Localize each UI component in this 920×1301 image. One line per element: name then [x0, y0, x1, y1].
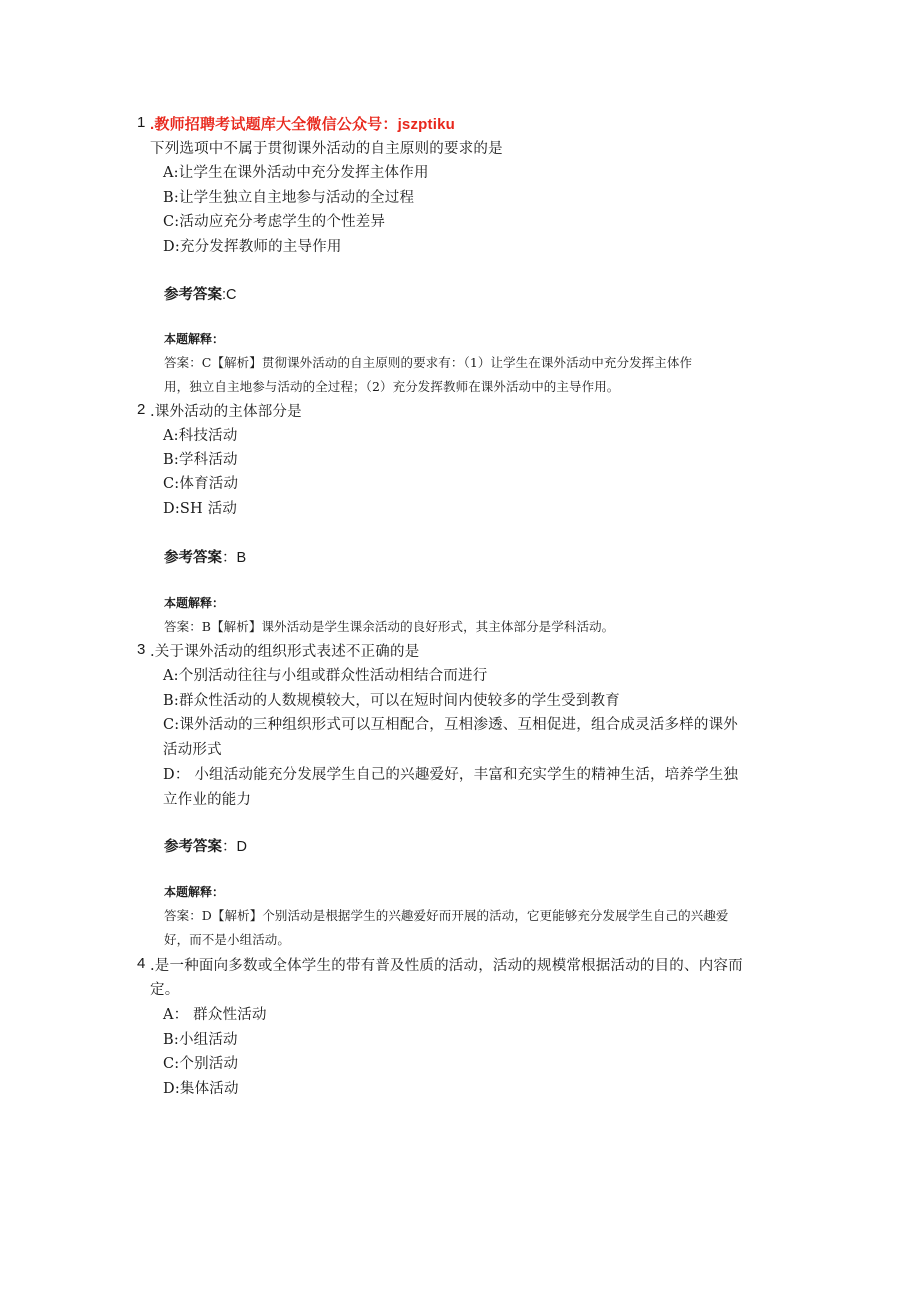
- explanation-line: 用，独立自主地参与活动的全过程；（2）充分发挥教师在课外活动中的主导作用。: [164, 379, 620, 394]
- answer-label: 参考答案: [164, 287, 222, 303]
- option-d: D： 小组活动能充分发展学生自己的兴趣爱好，丰富和充实学生的精神生活，培养学生独: [163, 767, 739, 783]
- option-d-continued: 立作业的能力: [163, 792, 252, 808]
- answer-value: ：B: [222, 550, 247, 566]
- option-d: D:集体活动: [163, 1081, 239, 1097]
- answer-label: 参考答案: [164, 550, 222, 566]
- option-b: B:小组活动: [163, 1032, 238, 1048]
- option-c-continued: 活动形式: [163, 742, 222, 758]
- reference-answer: [164, 835, 247, 856]
- question-stem: .是一种面向多数或全体学生的带有普及性质的活动，活动的规模常根据活动的目的、内容而: [150, 958, 743, 974]
- option-c: C:课外活动的三种组织形式可以互相配合，互相渗透、互相促进，组合成灵活多样的课外: [163, 717, 738, 733]
- explanation-label: 本题解释：: [164, 596, 225, 610]
- option-a: A:科技活动: [163, 428, 238, 444]
- option-a: A:个别活动往往与小组或群众性活动相结合而进行: [163, 668, 488, 684]
- explanation-line: 答案：D【解析】个别活动是根据学生的兴趣爱好而开展的活动，它更能够充分发展学生自己的兴趣爱: [164, 908, 729, 923]
- question-number: 4: [137, 955, 146, 972]
- question-stem: 下列选项中不属于贯彻课外活动的自主原则的要求的是: [150, 141, 503, 157]
- option-c: C:活动应充分考虑学生的个性差异: [163, 214, 386, 230]
- option-d: D:充分发挥教师的主导作用: [163, 239, 342, 255]
- question-stem: .课外活动的主体部分是: [150, 404, 302, 420]
- explanation-line: 好，而不是小组活动。: [164, 932, 291, 947]
- explanation-line: 答案：B【解析】课外活动是学生课余活动的良好形式，其主体部分是学科活动。: [164, 619, 615, 634]
- option-b: B:学科活动: [163, 452, 238, 468]
- option-c: C:体育活动: [163, 476, 239, 492]
- reference-answer: [164, 546, 246, 567]
- explanation-label: 本题解释：: [164, 332, 225, 346]
- explanation-line: 答案：C【解析】贯彻课外活动的自主原则的要求有：（1）让学生在课外活动中充分发挥主体作: [164, 355, 693, 370]
- option-d: D:SH 活动: [163, 501, 238, 517]
- explanation-label: 本题解释：: [164, 885, 225, 899]
- question-number: 3: [137, 641, 146, 658]
- option-a: A： 群众性活动: [163, 1007, 267, 1023]
- answer-label: 参考答案: [164, 839, 222, 855]
- option-b: B:让学生独立自主地参与活动的全过程: [163, 190, 415, 206]
- option-a: A:让学生在课外活动中充分发挥主体作用: [163, 165, 429, 181]
- question-stem: .关于课外活动的组织形式表述不正确的是: [150, 644, 420, 660]
- option-b: B:群众性活动的人数规模较大，可以在短时间内使较多的学生受到教育: [163, 693, 620, 709]
- answer-value: ：D: [222, 839, 247, 855]
- watermark-header: .教师招聘考试题库大全微信公众号：jszptiku: [150, 116, 456, 133]
- option-c: C:个别活动: [163, 1056, 239, 1072]
- reference-answer: [164, 283, 237, 304]
- question-stem-continued: 定。: [150, 982, 180, 998]
- question-number: 1: [137, 114, 146, 131]
- answer-value: :C: [222, 287, 237, 303]
- question-number: 2: [137, 401, 146, 418]
